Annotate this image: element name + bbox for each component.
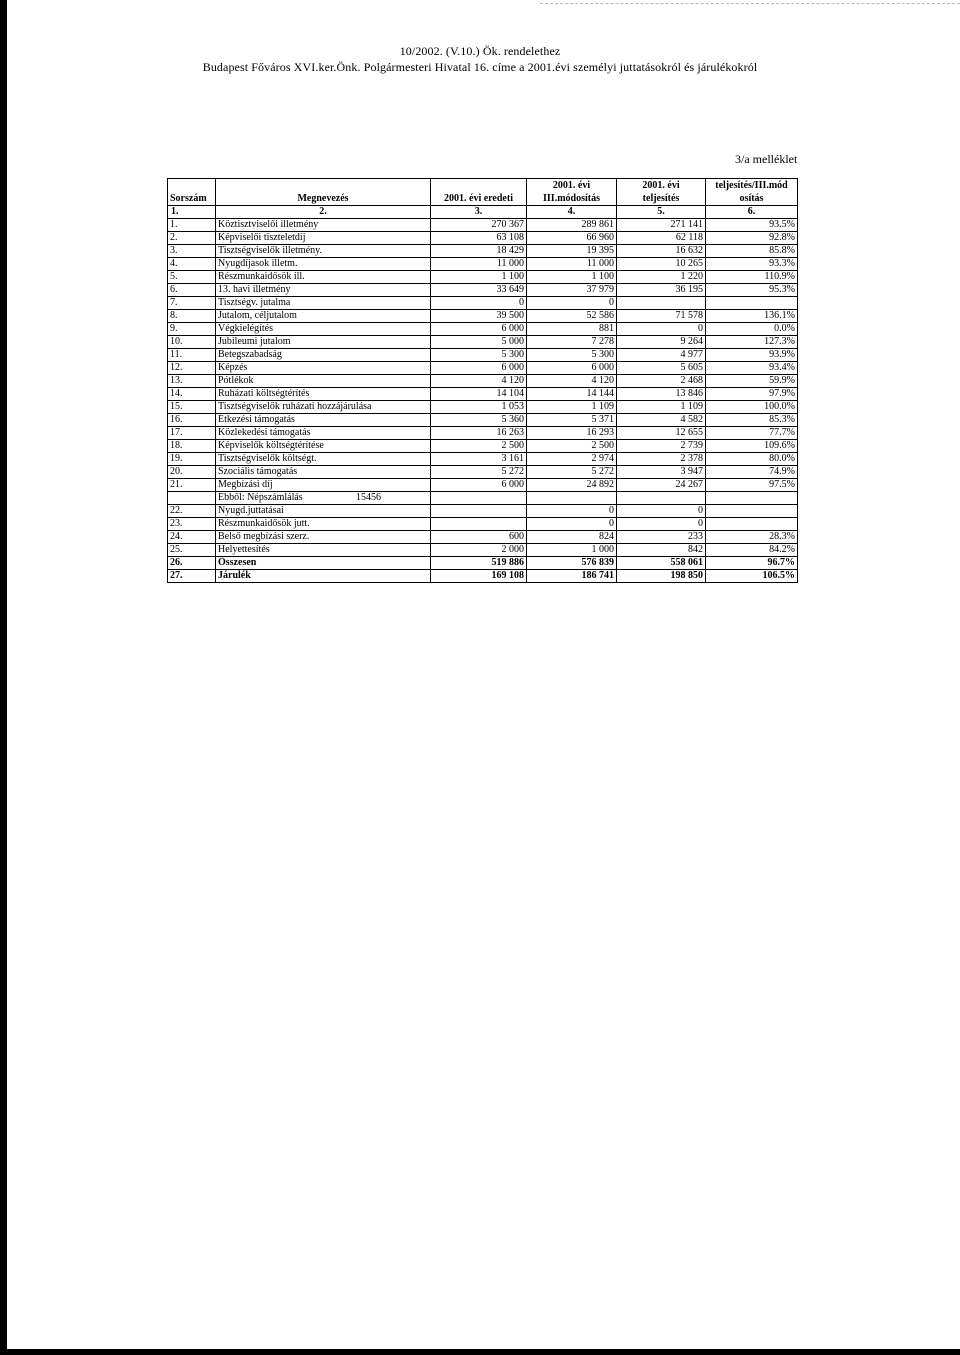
modified-budget: 1 100 xyxy=(527,271,617,284)
performance-ratio: 93.3% xyxy=(706,258,798,271)
performance-ratio: 85.3% xyxy=(706,414,798,427)
table-row xyxy=(168,440,798,453)
performance: 0 xyxy=(617,518,706,531)
row-number: 16. xyxy=(168,414,216,427)
performance-ratio: 93.9% xyxy=(706,349,798,362)
original-budget: 2 000 xyxy=(431,544,527,557)
modified-budget: 11 000 xyxy=(527,258,617,271)
note-empty-cell xyxy=(617,492,706,505)
performance-ratio: 95.3% xyxy=(706,284,798,297)
row-number: 21. xyxy=(168,479,216,492)
modified-budget: 289 861 xyxy=(527,219,617,232)
row-name: Részmunkaidősök jutt. xyxy=(216,518,431,531)
col-header-megnevezes-spacer xyxy=(216,179,431,193)
modified-budget: 824 xyxy=(527,531,617,544)
modified-budget: 0 xyxy=(527,518,617,531)
col-header-ratio-line2: osítás xyxy=(706,192,798,206)
row-name: 13. havi illetmény xyxy=(216,284,431,297)
table-row xyxy=(168,427,798,440)
table-row xyxy=(168,414,798,427)
column-number: 2. xyxy=(216,206,431,219)
original-budget: 1 053 xyxy=(431,401,527,414)
performance xyxy=(617,297,706,310)
performance: 2 468 xyxy=(617,375,706,388)
performance: 36 195 xyxy=(617,284,706,297)
original-budget: 6 000 xyxy=(431,362,527,375)
table-row xyxy=(168,453,798,466)
table-row xyxy=(168,271,798,284)
performance-ratio: 84.2% xyxy=(706,544,798,557)
row-number: 17. xyxy=(168,427,216,440)
performance-ratio: 59.9% xyxy=(706,375,798,388)
performance-ratio xyxy=(706,518,798,531)
table-row xyxy=(168,310,798,323)
row-number: 20. xyxy=(168,466,216,479)
row-name: Részmunkaidősök ill. xyxy=(216,271,431,284)
row-name: Pótlékok xyxy=(216,375,431,388)
col-header-teljesites-line1: 2001. évi xyxy=(617,179,706,193)
col-header-megnevezes: Megnevezés xyxy=(216,192,431,206)
row-name: Nyugdíjasok illetm. xyxy=(216,258,431,271)
document-title: Budapest Főváros XVI.ker.Önk. Polgármesteri Hivatal 16. címe a 2001.évi személyi juttatásokról és járulékokról xyxy=(202,60,758,74)
column-number-row xyxy=(168,206,798,219)
original-budget: 1 100 xyxy=(431,271,527,284)
performance: 71 578 xyxy=(617,310,706,323)
performance-ratio: 93.5% xyxy=(706,219,798,232)
performance: 10 265 xyxy=(617,258,706,271)
original-budget: 33 649 xyxy=(431,284,527,297)
row-number: 18. xyxy=(168,440,216,453)
performance: 62 118 xyxy=(617,232,706,245)
original-budget: 0 xyxy=(431,297,527,310)
row-name: Jubileumi jutalom xyxy=(216,336,431,349)
modified-budget: 5 371 xyxy=(527,414,617,427)
table-row xyxy=(168,570,798,583)
original-budget: 18 429 xyxy=(431,245,527,258)
original-budget: 270 367 xyxy=(431,219,527,232)
row-number: 9. xyxy=(168,323,216,336)
row-number: 8. xyxy=(168,310,216,323)
table-row xyxy=(168,362,798,375)
modified-budget: 1 000 xyxy=(527,544,617,557)
modified-budget: 14 144 xyxy=(527,388,617,401)
table-row xyxy=(168,336,798,349)
table-row xyxy=(168,349,798,362)
table-row xyxy=(168,232,798,245)
row-name: Járulék xyxy=(216,570,431,583)
row-name: Közlekedési támogatás xyxy=(216,427,431,440)
performance: 16 632 xyxy=(617,245,706,258)
performance: 198 850 xyxy=(617,570,706,583)
scan-left-edge xyxy=(0,0,7,1355)
original-budget xyxy=(431,518,527,531)
table-row xyxy=(168,544,798,557)
col-header-ratio-line1: teljesítés/III.mód xyxy=(706,179,798,193)
annex-label: 3/a melléklet xyxy=(735,152,798,166)
personnel-expenses-table xyxy=(167,178,798,583)
table-row xyxy=(168,219,798,232)
modified-budget: 4 120 xyxy=(527,375,617,388)
row-name: Összesen xyxy=(216,557,431,570)
performance-ratio xyxy=(706,297,798,310)
row-number: 6. xyxy=(168,284,216,297)
original-budget: 3 161 xyxy=(431,453,527,466)
row-number: 26. xyxy=(168,557,216,570)
table-row xyxy=(168,505,798,518)
scan-top-edge xyxy=(540,3,960,4)
performance: 4 582 xyxy=(617,414,706,427)
performance: 13 846 xyxy=(617,388,706,401)
header-row-top xyxy=(168,179,798,193)
note-empty-cell xyxy=(527,492,617,505)
row-number: 19. xyxy=(168,453,216,466)
original-budget: 6 000 xyxy=(431,479,527,492)
table-row xyxy=(168,518,798,531)
original-budget: 5 300 xyxy=(431,349,527,362)
modified-budget: 52 586 xyxy=(527,310,617,323)
performance: 1 220 xyxy=(617,271,706,284)
row-number: 27. xyxy=(168,570,216,583)
row-number: 25. xyxy=(168,544,216,557)
table-row xyxy=(168,479,798,492)
row-number: 14. xyxy=(168,388,216,401)
modified-budget: 24 892 xyxy=(527,479,617,492)
note-row xyxy=(168,492,798,505)
performance-ratio: 127.3% xyxy=(706,336,798,349)
col-header-modositas-line2: III.módosítás xyxy=(527,192,617,206)
note-cell xyxy=(216,492,431,505)
row-name: Végkielégítés xyxy=(216,323,431,336)
row-name: Képviselői tiszteletdíj xyxy=(216,232,431,245)
row-number: 7. xyxy=(168,297,216,310)
original-budget: 11 000 xyxy=(431,258,527,271)
table-row xyxy=(168,297,798,310)
column-number: 1. xyxy=(168,206,216,219)
performance-ratio: 136.1% xyxy=(706,310,798,323)
row-number: 1. xyxy=(168,219,216,232)
performance: 24 267 xyxy=(617,479,706,492)
original-budget: 5 272 xyxy=(431,466,527,479)
decree-reference: 10/2002. (V.10.) Ök. rendelethez xyxy=(399,44,561,58)
original-budget xyxy=(431,505,527,518)
row-name: Tisztségv. jutalma xyxy=(216,297,431,310)
performance: 271 141 xyxy=(617,219,706,232)
modified-budget: 576 839 xyxy=(527,557,617,570)
performance: 842 xyxy=(617,544,706,557)
row-number: 10. xyxy=(168,336,216,349)
performance: 9 264 xyxy=(617,336,706,349)
modified-budget: 0 xyxy=(527,297,617,310)
row-name: Képzés xyxy=(216,362,431,375)
row-name: Jutalom, céljutalom xyxy=(216,310,431,323)
table-row xyxy=(168,466,798,479)
performance: 233 xyxy=(617,531,706,544)
col-header-eredeti: 2001. évi eredeti xyxy=(431,192,527,206)
modified-budget: 1 109 xyxy=(527,401,617,414)
performance-ratio: 80.0% xyxy=(706,453,798,466)
row-name: Tisztségviselők illetmény. xyxy=(216,245,431,258)
modified-budget: 7 278 xyxy=(527,336,617,349)
original-budget: 14 104 xyxy=(431,388,527,401)
row-name: Ruházati költségtérítés xyxy=(216,388,431,401)
col-header-eredeti-spacer xyxy=(431,179,527,193)
original-budget: 39 500 xyxy=(431,310,527,323)
performance-ratio: 93.4% xyxy=(706,362,798,375)
modified-budget: 5 300 xyxy=(527,349,617,362)
row-name: Képviselők költségtérítése xyxy=(216,440,431,453)
row-number: 3. xyxy=(168,245,216,258)
original-budget: 63 108 xyxy=(431,232,527,245)
performance: 2 739 xyxy=(617,440,706,453)
row-number: 2. xyxy=(168,232,216,245)
table-row xyxy=(168,557,798,570)
performance: 1 109 xyxy=(617,401,706,414)
performance: 4 977 xyxy=(617,349,706,362)
row-number: 22. xyxy=(168,505,216,518)
performance-ratio: 96.7% xyxy=(706,557,798,570)
performance: 0 xyxy=(617,505,706,518)
original-budget: 4 120 xyxy=(431,375,527,388)
original-budget: 6 000 xyxy=(431,323,527,336)
modified-budget: 0 xyxy=(527,505,617,518)
original-budget: 5 360 xyxy=(431,414,527,427)
performance: 5 605 xyxy=(617,362,706,375)
original-budget: 16 263 xyxy=(431,427,527,440)
performance-ratio: 110.9% xyxy=(706,271,798,284)
modified-budget: 2 500 xyxy=(527,440,617,453)
table-row xyxy=(168,401,798,414)
table-row xyxy=(168,323,798,336)
row-name: Belső megbízási szerz. xyxy=(216,531,431,544)
note-row-number-cell xyxy=(168,492,216,505)
column-number: 6. xyxy=(706,206,798,219)
performance-ratio: 28.3% xyxy=(706,531,798,544)
performance-ratio: 0.0% xyxy=(706,323,798,336)
column-number: 5. xyxy=(617,206,706,219)
row-number: 5. xyxy=(168,271,216,284)
column-number: 4. xyxy=(527,206,617,219)
row-name: Betegszabadság xyxy=(216,349,431,362)
original-budget: 519 886 xyxy=(431,557,527,570)
row-number: 11. xyxy=(168,349,216,362)
modified-budget: 186 741 xyxy=(527,570,617,583)
col-header-teljesites-line2: teljesítés xyxy=(617,192,706,206)
row-name: Köztisztviselői illetmény xyxy=(216,219,431,232)
row-name: Nyugd.juttatásai xyxy=(216,505,431,518)
col-header-modositas-line1: 2001. évi xyxy=(527,179,617,193)
row-name: Tisztségviselők költségt. xyxy=(216,453,431,466)
performance-ratio xyxy=(706,505,798,518)
performance-ratio: 77.7% xyxy=(706,427,798,440)
row-number: 13. xyxy=(168,375,216,388)
note-label: Ebből: Népszámlálás xyxy=(218,492,303,503)
note-empty-cell xyxy=(431,492,527,505)
table-row xyxy=(168,245,798,258)
scan-bottom-edge xyxy=(0,1349,960,1355)
modified-budget: 16 293 xyxy=(527,427,617,440)
row-number: 12. xyxy=(168,362,216,375)
modified-budget: 6 000 xyxy=(527,362,617,375)
original-budget: 169 108 xyxy=(431,570,527,583)
performance: 3 947 xyxy=(617,466,706,479)
col-header-sorszam: Sorszám xyxy=(168,192,216,206)
row-name: Tisztségviselők ruházati hozzájárulása xyxy=(216,401,431,414)
performance: 12 655 xyxy=(617,427,706,440)
table-row xyxy=(168,375,798,388)
performance-ratio: 92.8% xyxy=(706,232,798,245)
performance: 0 xyxy=(617,323,706,336)
column-number: 3. xyxy=(431,206,527,219)
row-name: Megbízási díj xyxy=(216,479,431,492)
table-row xyxy=(168,531,798,544)
performance-ratio: 85.8% xyxy=(706,245,798,258)
original-budget: 2 500 xyxy=(431,440,527,453)
row-number: 23. xyxy=(168,518,216,531)
performance-ratio: 97.5% xyxy=(706,479,798,492)
row-number: 24. xyxy=(168,531,216,544)
original-budget: 5 000 xyxy=(431,336,527,349)
note-empty-cell xyxy=(706,492,798,505)
row-number: 15. xyxy=(168,401,216,414)
modified-budget: 2 974 xyxy=(527,453,617,466)
performance-ratio: 97.9% xyxy=(706,388,798,401)
row-name: Étkezési támogatás xyxy=(216,414,431,427)
table-row xyxy=(168,388,798,401)
modified-budget: 881 xyxy=(527,323,617,336)
performance: 558 061 xyxy=(617,557,706,570)
performance-ratio: 106.5% xyxy=(706,570,798,583)
header-row-bottom xyxy=(168,192,798,206)
row-name: Helyettesítés xyxy=(216,544,431,557)
col-header-sorszam-spacer xyxy=(168,179,216,193)
modified-budget: 66 960 xyxy=(527,232,617,245)
performance-ratio: 100.0% xyxy=(706,401,798,414)
performance: 2 378 xyxy=(617,453,706,466)
row-name: Szociális támogatás xyxy=(216,466,431,479)
modified-budget: 37 979 xyxy=(527,284,617,297)
modified-budget: 5 272 xyxy=(527,466,617,479)
table-row xyxy=(168,284,798,297)
performance-ratio: 74.9% xyxy=(706,466,798,479)
original-budget: 600 xyxy=(431,531,527,544)
table-row xyxy=(168,258,798,271)
performance-ratio: 109.6% xyxy=(706,440,798,453)
note-value: 15456 xyxy=(356,492,381,503)
modified-budget: 19 395 xyxy=(527,245,617,258)
row-number: 4. xyxy=(168,258,216,271)
